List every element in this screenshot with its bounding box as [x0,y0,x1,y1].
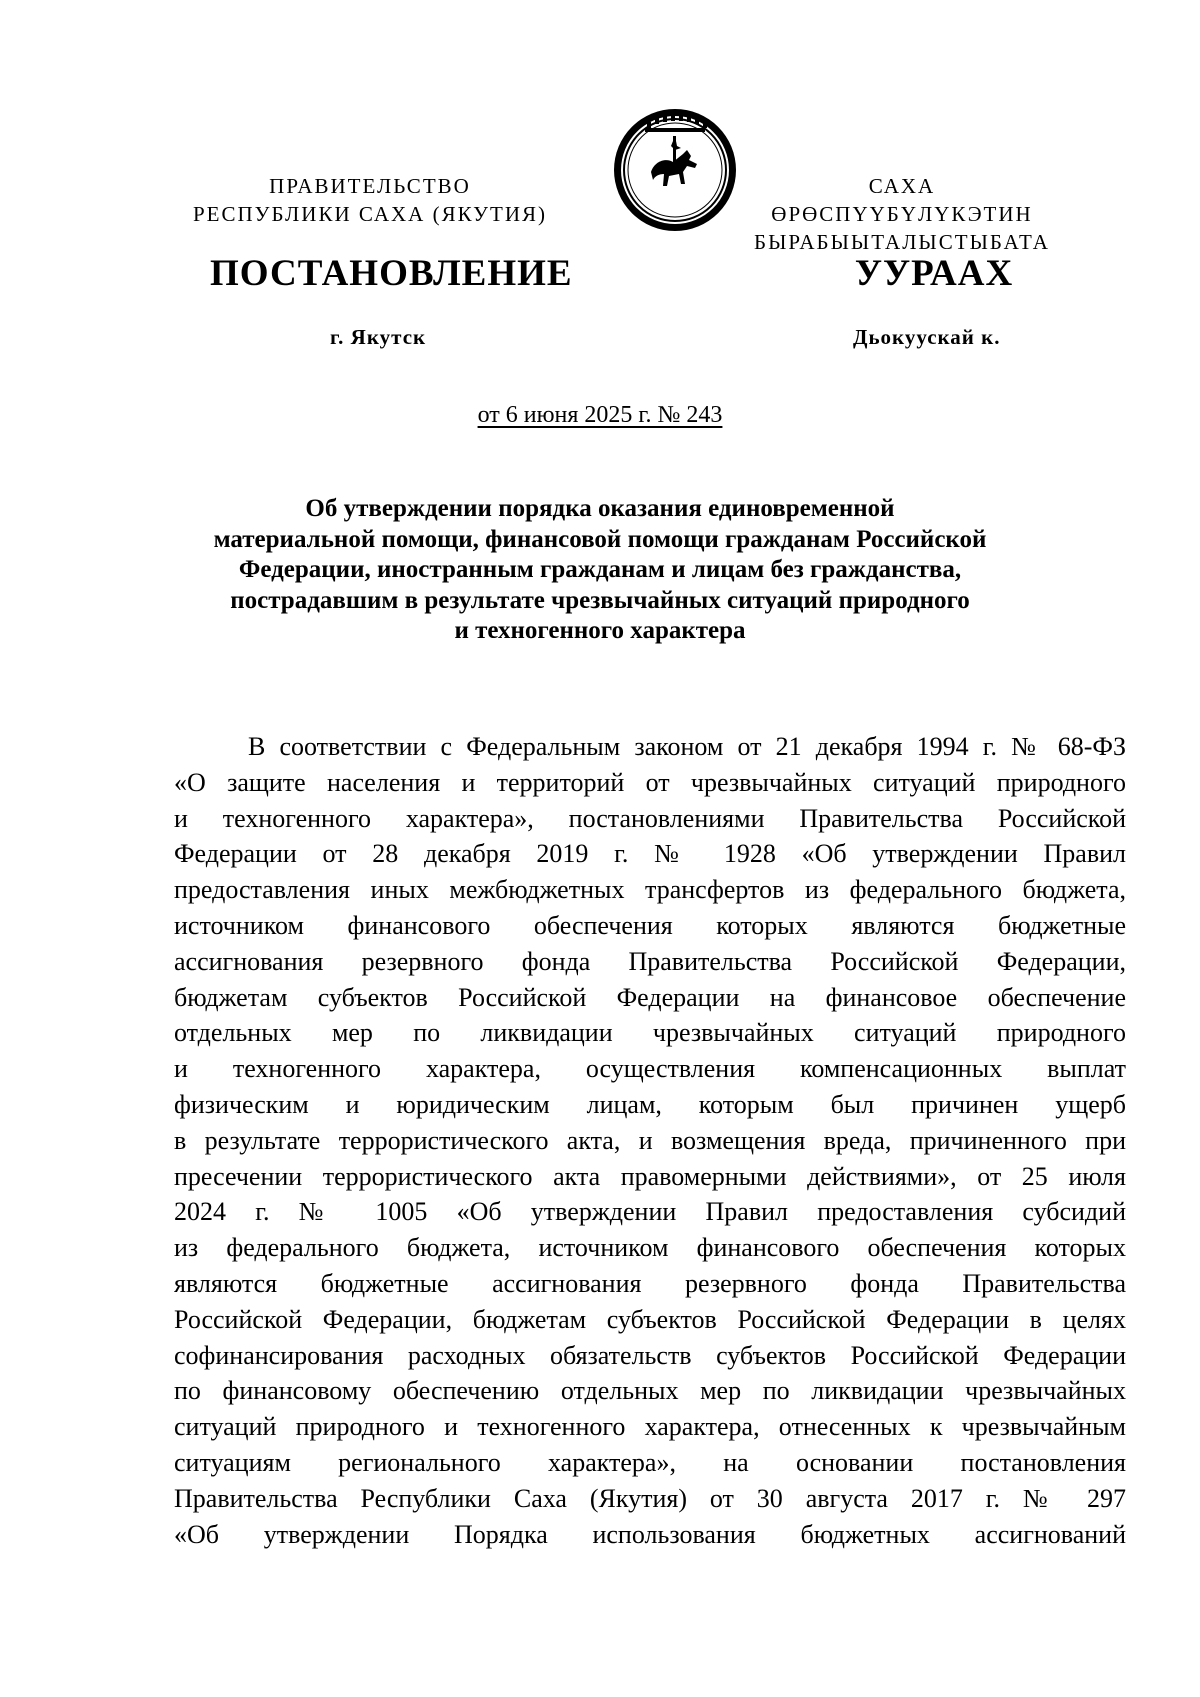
body-line: являются бюджетные ассигнования резервного фонда Правительства [174,1268,1126,1298]
body-line: ассигнования резервного фонда Правительства Российской Федерации, [174,946,1126,976]
body-line: Федерации от 28 декабря 2019 г. № 1928 «Об утверждении Правил [174,839,1126,869]
body-line: В соответствии с Федеральным законом от 21 декабря 1994 г. № 68-ФЗ [248,732,1126,761]
doc-type-russian: ПОСТАНОВЛЕНИЕ [210,253,573,294]
body-line: пресечении террористического акта правомерными действиями», от 25 июля [174,1161,1126,1191]
body-line: ситуациям регионального характера», на основании постановления [174,1447,1126,1477]
date-number: от 6 июня 2025 г. № 243 [477,402,723,428]
body-line: «О защите населения и территорий от чрезвычайных ситуаций природного [174,767,1126,797]
body-line: отдельных мер по ликвидации чрезвычайных ситуаций природного [174,1018,1126,1048]
header-right-authority [747,172,1057,256]
body-line: и техногенного характера», постановлениями Правительства Российской [174,803,1126,833]
sakha-republic-emblem-icon [611,106,739,234]
body-line: 2024 г. № 1005 «Об утверждении Правил предоставления субсидий [174,1197,1126,1227]
body-line: Российской Федерации, бюджетам субъектов Российской Федерации в целях [174,1304,1126,1334]
body-line: ситуаций природного и техногенного характера, отнесенных к чрезвычайным [174,1412,1126,1442]
header-right-line2: БЫРАБЫЫТАЛЫСТЫБАТА [754,230,1050,254]
place-sakha: Дьокуускай к. [853,325,1001,349]
document-title [160,494,1040,647]
title-line: и техногенного характера [454,617,746,644]
body-line: и техногенного характера, осуществления компенсационных выплат [174,1054,1126,1084]
body-line: по финансовому обеспечению отдельных мер по ликвидации чрезвычайных [174,1376,1126,1406]
header-left-line1: ПРАВИТЕЛЬСТВО [269,174,471,198]
body-line: бюджетам субъектов Российской Федерации на финансовое обеспечение [174,982,1126,1012]
body-line: в результате террористического акта, и возмещения вреда, причиненного при [174,1125,1126,1155]
body-line: предоставления иных межбюджетных трансфертов из федерального бюджета, [174,875,1126,905]
doc-type-sakha: УУРААХ [854,253,1014,294]
body-line: «Об утверждении Порядка использования бюджетных ассигнований [174,1519,1126,1549]
header-left-authority [190,172,550,228]
header-left-line2: РЕСПУБЛИКИ САХА (ЯКУТИЯ) [192,202,548,226]
place-russian: г. Якутск [330,325,427,349]
title-line: Федерации, иностранным гражданам и лицам без гражданства, [238,556,962,583]
body-line: физическим и юридическим лицам, которым был причинен ущерб [174,1089,1126,1119]
body-line: из федерального бюджета, источником финансового обеспечения которых [174,1233,1126,1263]
header-right-line1: САХА ӨРӨСПҮҮБҮЛҮКЭТИН [771,174,1033,226]
title-line: материальной помощи, финансовой помощи гражданам Российской [213,525,987,553]
title-line: Об утверждении порядка оказания единовременной [305,495,895,522]
title-line: пострадавшим в результате чрезвычайных ситуаций природного [230,586,970,614]
body-line: источником финансового обеспечения которых являются бюджетные [174,910,1126,940]
document-body [174,729,1126,1552]
date-number-line [0,402,1200,429]
body-line: Правительства Республики Саха (Якутия) от 30 августа 2017 г. № 297 [174,1483,1126,1513]
body-line: софинансирования расходных обязательств субъектов Российской Федерации [174,1340,1126,1370]
